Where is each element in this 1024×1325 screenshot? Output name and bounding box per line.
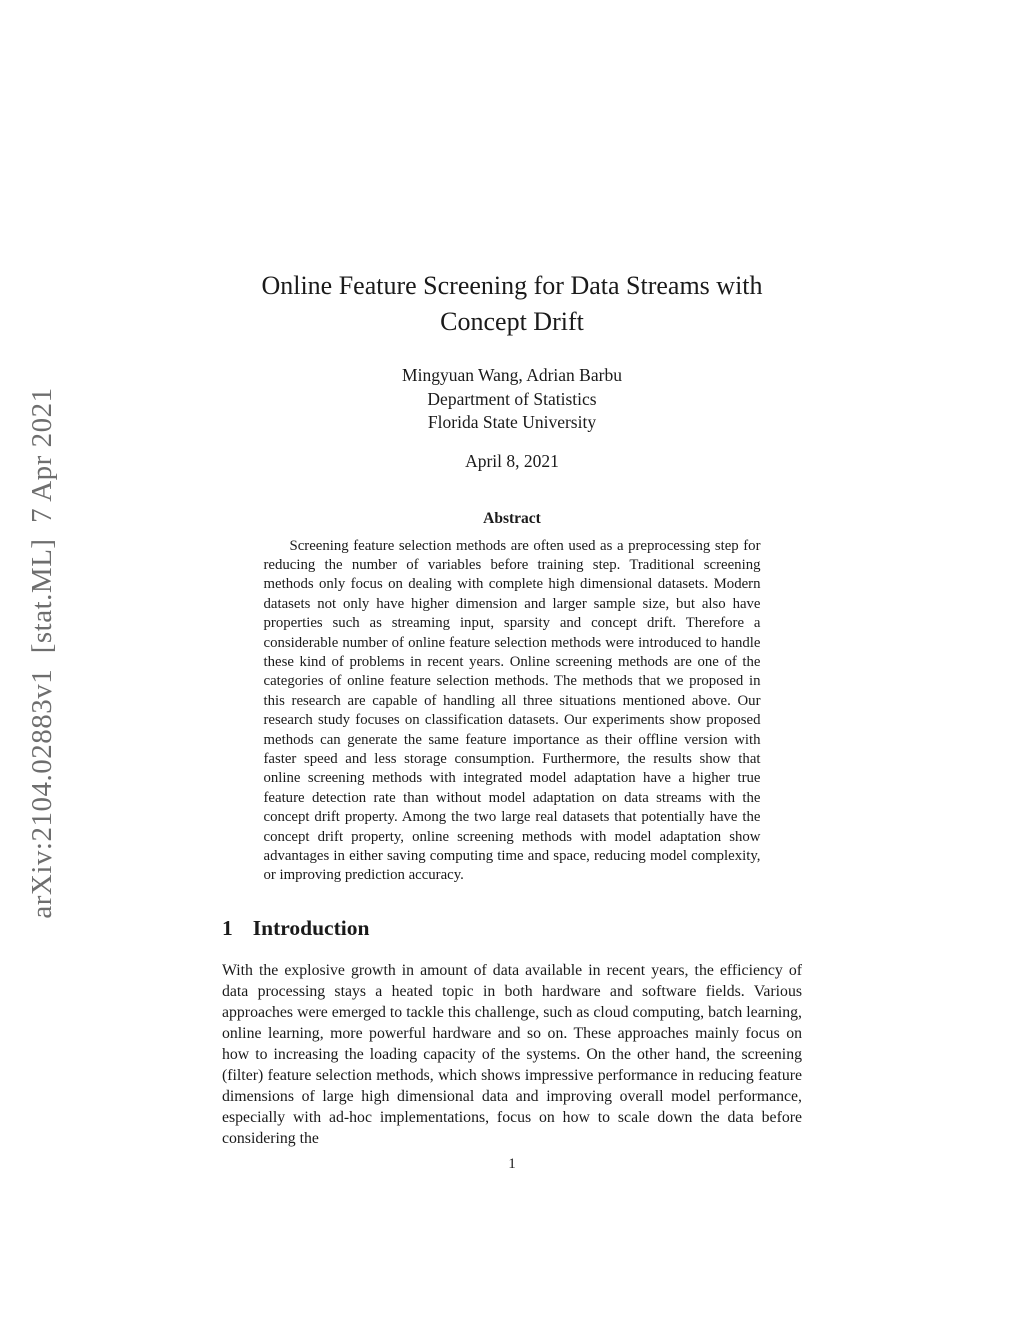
section-heading-introduction [222, 916, 802, 941]
abstract-text: Screening feature selection methods are often used as a preprocessing step for reducing the number of variables before training step. Traditional screening methods only focus on dealing with complete high dimensional datasets. Modern datasets not only have higher dimension and larger sample size, but also have properties such as streaming input, sparsity and concept drift. Therefore a considerable number of online feature selection methods were introduced to handle these kind of problems in recent years. Online screening methods are one of the categories of online feature selection methods. The methods that we proposed in this research are capable of handling all three situations mentioned above. Our research study focuses on classification datasets. Our experiments show proposed methods can generate the same feature importance as their offline version with faster speed and less storage consumption. Furthermore, the results show that online screening methods with integrated model adaptation have a higher true feature detection rate than without model adaptation on data streams with the concept drift property. Among the two large real datasets that potentially have the concept drift property, online screening methods with model adaptation show advantages in either saving computing time and space, reducing model complexity, or improving prediction accuracy. [263, 537, 761, 884]
paper-title-line2: Concept Drift [440, 307, 584, 336]
section-title: Introduction [252, 915, 370, 940]
section-body-text: With the explosive growth in amount of data available in recent years, the efficiency of data processing stays a heated topic in both hardware and software fields. Various approaches were emerged to tackle this challenge, such as cloud computing, batch learning, online learning, more powerful hardware and so on. These approaches mainly focus on how to increasing the loading capacity of the systems. On the other hand, the screening (filter) feature selection methods, which shows impressive performance in reducing feature dimensions of large high dimensional data and improving overall model performance, especially with ad-hoc implementations, focus on how to scale down the data before considering the [222, 961, 802, 1147]
paper-title-line1: Online Feature Screening for Data Streams with [261, 271, 763, 300]
arxiv-watermark: arXiv:2104.02883v1 [stat.ML] 7 Apr 2021 [26, 387, 58, 919]
abstract-heading: Abstract [483, 509, 541, 527]
page-number: 1 [508, 1156, 516, 1172]
author-names: Mingyuan Wang, Adrian Barbu [402, 365, 622, 385]
section-number: 1 [222, 915, 233, 940]
body-column [222, 916, 802, 1149]
paper-title [0, 268, 1024, 340]
affiliation-department: Department of Statistics [427, 388, 597, 409]
affiliation-university: Florida State University [427, 412, 597, 432]
authors-block [0, 364, 1024, 435]
abstract-section [264, 510, 761, 886]
paper-date: April 8, 2021 [465, 450, 559, 471]
